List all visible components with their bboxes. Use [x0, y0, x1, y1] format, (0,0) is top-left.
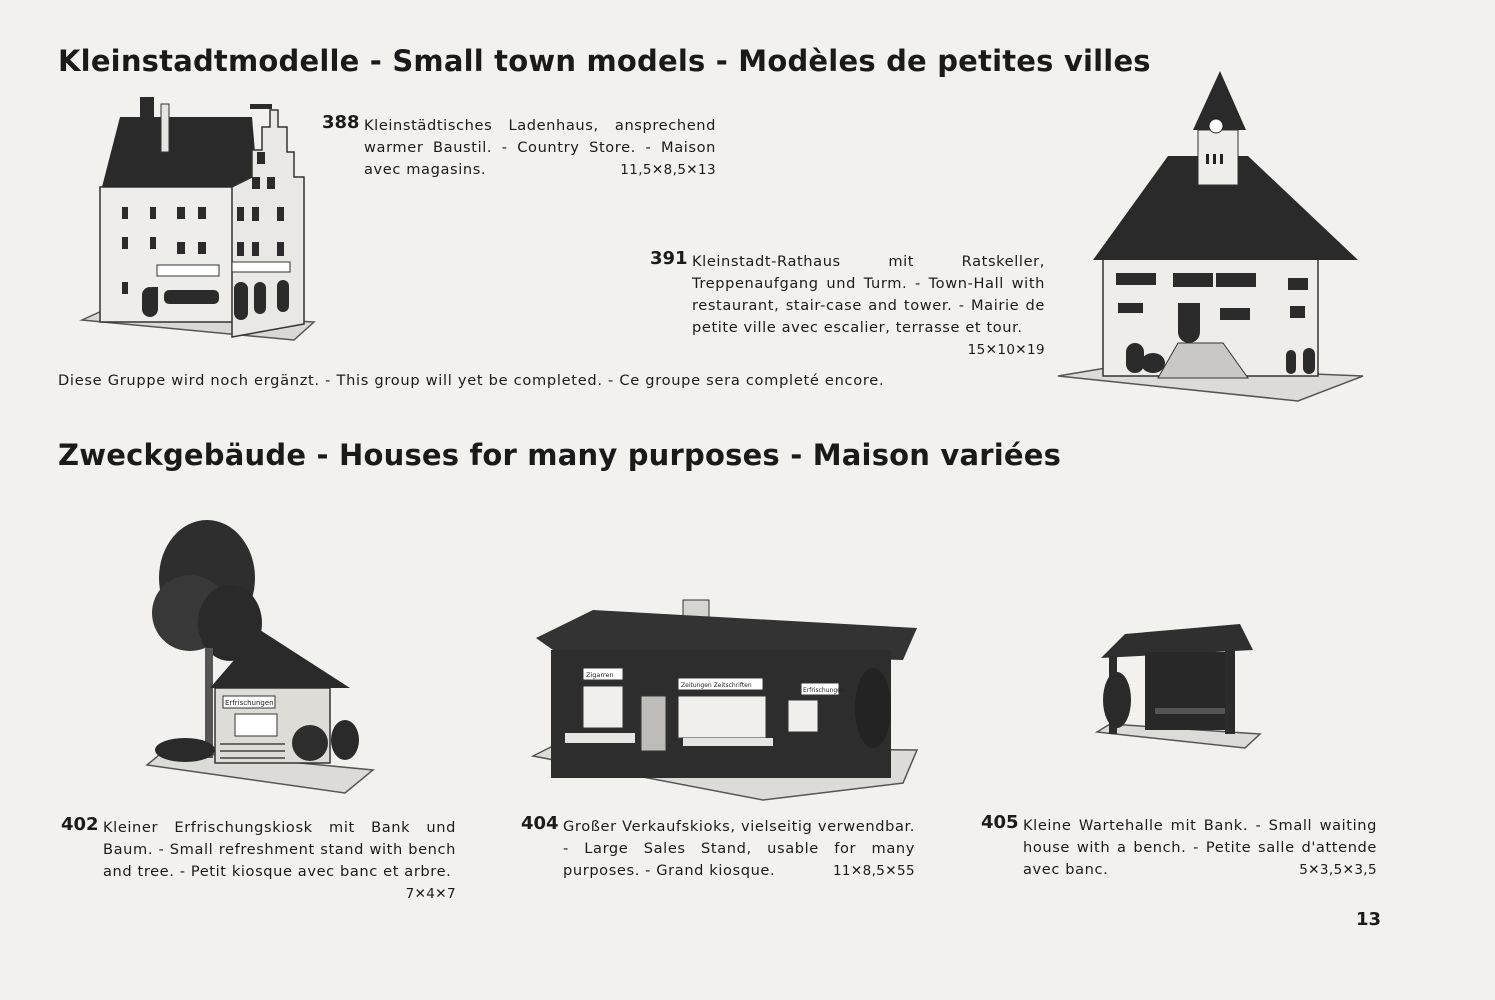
item-description: Kleinstadt-Rathaus mit Ratskeller, Treppenaufgang und Turm. - Town-Hall with restaurant, stair-case and tower. - Mairie de petite ville avec escalier, terrasse et tour.	[692, 253, 1045, 336]
item-402	[61, 814, 456, 905]
page-number: 13	[1356, 909, 1382, 930]
model-391-image	[1058, 68, 1368, 403]
kiosk-402-sign: Erfrischungen	[225, 699, 274, 707]
item-number: 404	[521, 813, 559, 834]
item-description: Kleinstädtisches Ladenhaus, ansprechend warmer Baustil. - Country Store. - Maison avec magasins.	[364, 117, 716, 178]
model-404-image	[533, 598, 923, 804]
item-dimensions: 15✕10✕19	[967, 342, 1045, 358]
item-dimensions: 7✕4✕7	[405, 886, 456, 902]
item-391	[650, 248, 1045, 361]
item-number: 388	[322, 112, 360, 133]
stand-404-sign-left: Zigarren	[586, 671, 614, 679]
section-heading-small-town: Kleinstadtmodelle - Small town models - Modèles de petites villes	[58, 44, 1151, 78]
item-404	[521, 813, 915, 882]
item-description: Großer Verkaufskioks, vielseitig verwendbar. - Large Sales Stand, usable for many purposes. - Grand kiosque.	[563, 818, 915, 879]
item-description: Kleine Wartehalle mit Bank. - Small waiting house with a bench. - Petite salle d'attende avec banc.	[1023, 817, 1377, 878]
model-405-image	[1095, 620, 1265, 750]
model-402-image	[145, 518, 375, 796]
stand-404-sign-right: Erfrischungen	[803, 687, 845, 694]
stand-404-sign-middle: Zeitungen Zeitschriften	[681, 682, 752, 689]
item-number: 391	[650, 248, 688, 269]
item-dimensions: 11✕8,5✕55	[832, 863, 915, 879]
item-dimensions: 11,5✕8,5✕13	[620, 162, 716, 178]
model-388-image	[82, 92, 317, 342]
item-405	[981, 812, 1377, 881]
item-number: 405	[981, 812, 1019, 833]
item-number: 402	[61, 814, 99, 835]
item-dimensions: 5✕3,5✕3,5	[1299, 862, 1377, 878]
item-388	[322, 112, 716, 181]
section-heading-purposes: Zweckgebäude - Houses for many purposes - Maison variées	[58, 438, 1062, 472]
group-note: Diese Gruppe wird noch ergänzt. - This group will yet be completed. - Ce groupe sera completé encore.	[58, 372, 885, 389]
item-description: Kleiner Erfrischungskiosk mit Bank und Baum. - Small refreshment stand with bench and tree. - Petit kiosque avec banc et arbre.	[103, 819, 456, 880]
